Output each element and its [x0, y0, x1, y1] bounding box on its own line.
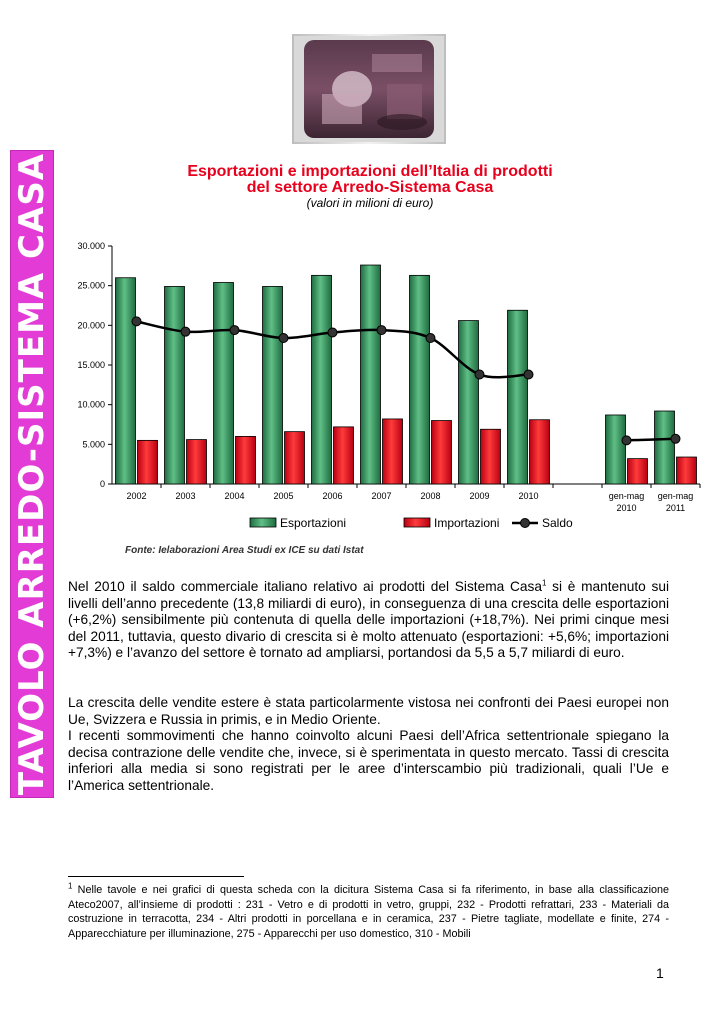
footnote-text: Nelle tavole e nei grafici di questa scheda con la dicitura Sistema Casa si fa riferimento, in base alla classificazione Ateco2007, all’insieme di prodotti : 231 - Vetro e di prodotti in vetro, gruppi, 232 - Prodotti refrattari, 233 - Materiali da costruzione in terracotta, 234 - Altri prodotti in porcellana e in ceramica, 237 - Pietre tagliate, modellate e finite, 274 - Apparecchiature per illuminazione, 275 - Apparecchi per uso domestico, 310 - Mobili: [68, 884, 669, 940]
legend-swatch: [404, 518, 430, 527]
x-tick-label: 2003: [175, 491, 196, 501]
bar-esportazioni: [165, 286, 185, 484]
bar-importazioni: [187, 440, 207, 484]
bar-esportazioni: [361, 265, 381, 484]
footnote-mark: 1: [68, 881, 73, 891]
saldo-point: [279, 334, 288, 343]
footnote: [68, 883, 669, 941]
x-tick-label: gen-mag: [657, 491, 694, 501]
bar-importazioni: [138, 440, 158, 484]
bar-importazioni: [530, 420, 550, 484]
x-tick-label: 2002: [126, 491, 147, 501]
x-tick-label: 2008: [420, 491, 441, 501]
y-tick-label: 5.000: [82, 439, 105, 450]
footnote-rule: [68, 876, 244, 877]
bar-esportazioni: [116, 278, 136, 484]
x-tick-label: 2004: [224, 491, 245, 501]
x-tick-label: 2010: [616, 503, 637, 513]
y-tick-label: 30.000: [77, 241, 105, 251]
chart-title-line2: del settore Arredo-Sistema Casa: [246, 179, 494, 196]
saldo-point: [524, 370, 533, 379]
saldo-line: [627, 439, 676, 441]
x-tick-label: 2006: [322, 491, 343, 501]
bar-esportazioni: [410, 275, 430, 484]
trade-chart: [70, 238, 710, 538]
bar-importazioni: [432, 421, 452, 484]
saldo-point: [426, 334, 435, 343]
x-tick-label: gen-mag: [608, 491, 645, 501]
paragraph-2: La crescita delle vendite estere è stata particolarmente vistosa nei confronti dei Paesi europei non Ue, Svizzera e Russia in primis, e in Medio Oriente.: [68, 695, 669, 727]
saldo-point: [132, 317, 141, 326]
bar-importazioni: [628, 459, 648, 484]
source-note: Fonte: Ielaborazioni Area Studi ex ICE su dati Istat: [125, 545, 364, 556]
legend-swatch: [250, 518, 276, 527]
legend-marker: [521, 519, 530, 528]
x-tick-label: 2010: [518, 491, 539, 501]
bar-importazioni: [481, 429, 501, 484]
saldo-point: [181, 327, 190, 336]
bar-esportazioni: [508, 310, 528, 484]
saldo-point: [328, 328, 337, 337]
paragraph-1-start: Nel 2010 il saldo commerciale italiano relativo ai prodotti del Sistema Casa: [68, 579, 542, 594]
paragraph-3: I recenti sommovimenti che hanno coinvolto alcuni Paesi dell’Africa settentrionale spiegano la decisa contrazione delle vendite che, invece, si è sperimentata in questo mercato. Tassi di crescita inferiori alla media si sono registrati per le aree d’interscambio più tradizionali, quali l’Ue e l’America settentrionale.: [68, 728, 669, 793]
bar-esportazioni: [312, 275, 332, 484]
y-tick-label: 25.000: [77, 280, 105, 291]
legend-label: Saldo: [542, 516, 573, 530]
page-number: 1: [656, 965, 664, 981]
y-tick-label: 15.000: [77, 360, 105, 370]
saldo-point: [377, 326, 386, 335]
y-tick-label: 20.000: [77, 320, 105, 331]
bar-importazioni: [677, 457, 697, 484]
bar-esportazioni: [606, 415, 626, 484]
saldo-point: [230, 326, 239, 335]
bar-esportazioni: [655, 411, 675, 484]
bar-esportazioni: [214, 282, 234, 484]
y-tick-label: 0: [99, 479, 105, 489]
bar-importazioni: [236, 436, 256, 484]
paragraph-1: [68, 579, 669, 662]
legend-label: Esportazioni: [280, 516, 347, 530]
x-tick-label: 2007: [371, 491, 392, 501]
bar-esportazioni: [459, 321, 479, 484]
saldo-point: [671, 434, 680, 443]
bar-esportazioni: [263, 286, 283, 484]
legend-label: Importazioni: [434, 516, 500, 530]
side-banner-text: TAVOLO ARREDO-SISTEMA CASA: [12, 152, 52, 796]
y-tick-label: 10.000: [77, 399, 105, 410]
x-tick-label: 2009: [469, 491, 490, 501]
bar-importazioni: [285, 432, 305, 484]
footnote-ref: 1: [541, 578, 547, 588]
bar-importazioni: [383, 419, 403, 484]
side-banner: [10, 150, 54, 798]
saldo-point: [475, 370, 484, 379]
bar-importazioni: [334, 427, 354, 484]
header-photo: [292, 34, 446, 144]
saldo-point: [622, 436, 631, 445]
chart-title-line1: Esportazioni e importazioni dell’Italia di prodotti: [187, 163, 553, 180]
x-tick-label: 2011: [665, 503, 686, 513]
chart-subtitle: (valori in milioni di euro): [306, 196, 434, 210]
paragraph-1-rest: si è mantenuto sui livelli dell’anno precedente (13,8 miliardi di euro), in conseguenza di una crescita delle esportazioni (+6,2%) sensibilmente più contenuta di quella delle importazioni (+18,7%). Nei primi cinque mesi del 2011, tuttavia, questo divario di crescita si è molto attenuato (esportazioni: +5,6%; importazioni +7,3%) e l’avanzo del settore è tornato ad ampliarsi, portandosi da 5,5 a 5,7 miliardi di euro.: [68, 579, 670, 660]
x-tick-label: 2005: [273, 491, 294, 501]
